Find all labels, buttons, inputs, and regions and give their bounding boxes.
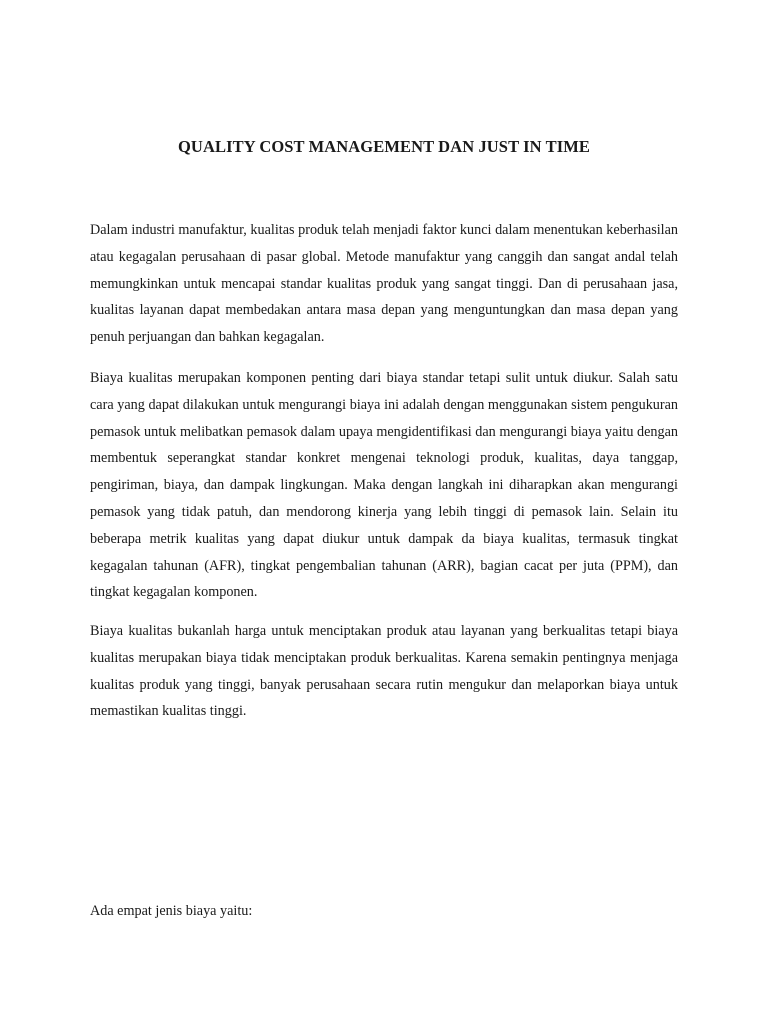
paragraph-cost-types-intro: Ada empat jenis biaya yaitu: [90, 903, 253, 919]
paragraph-intro: Dalam industri manufaktur, kualitas produk telah menjadi faktor kunci dalam menentukan keberhasilan atau kegagalan perusahaan di pasar global. Metode manufaktur yang canggih dan sangat andal telah memungkinkan untuk mencapai standar kualitas produk yang sangat tinggi. Dan di perusahaan jasa, kualitas layanan dapat membedakan antara masa depan yang menguntungkan dan masa depan yang penuh perjuangan dan bahkan kegagalan. [90, 222, 678, 346]
paragraph-cost-definition: Biaya kualitas bukanlah harga untuk menciptakan produk atau layanan yang berkualitas tetapi biaya kualitas merupakan biaya tidak menciptakan produk berkualitas. Karena semakin pentingnya menjaga kualitas produk yang tinggi, banyak perusahaan secara rutin mengukur dan melaporkan biaya untuk memastikan kualitas tinggi. [90, 623, 678, 720]
paragraph-quality-cost: Biaya kualitas merupakan komponen penting dari biaya standar tetapi sulit untuk diukur. Salah satu cara yang dapat dilakukan untuk mengurangi biaya ini adalah dengan menggunakan sistem pengukuran pemasok untuk melibatkan pemasok dalam upaya mengidentifikasi dan mengurangi biaya yaitu dengan membentuk seperangkat standar konkret mengenai teknologi produk, kualitas, daya tanggap, pengiriman, biaya, dan dampak lingkungan. Maka dengan langkah ini diharapkan akan mengurangi pemasok yang tidak patuh, dan mendorong kinerja yang lebih tinggi di pemasok lain. Selain itu beberapa metrik kualitas yang dapat diukur untuk dampak da biaya kualitas, termasuk tingkat kegagalan tahunan (AFR), tingkat pengembalian tahunan (ARR), bagian cacat per juta (PPM), dan tingkat kegagalan komponen. [90, 370, 678, 601]
document-title: QUALITY COST MANAGEMENT DAN JUST IN TIME [178, 137, 590, 156]
